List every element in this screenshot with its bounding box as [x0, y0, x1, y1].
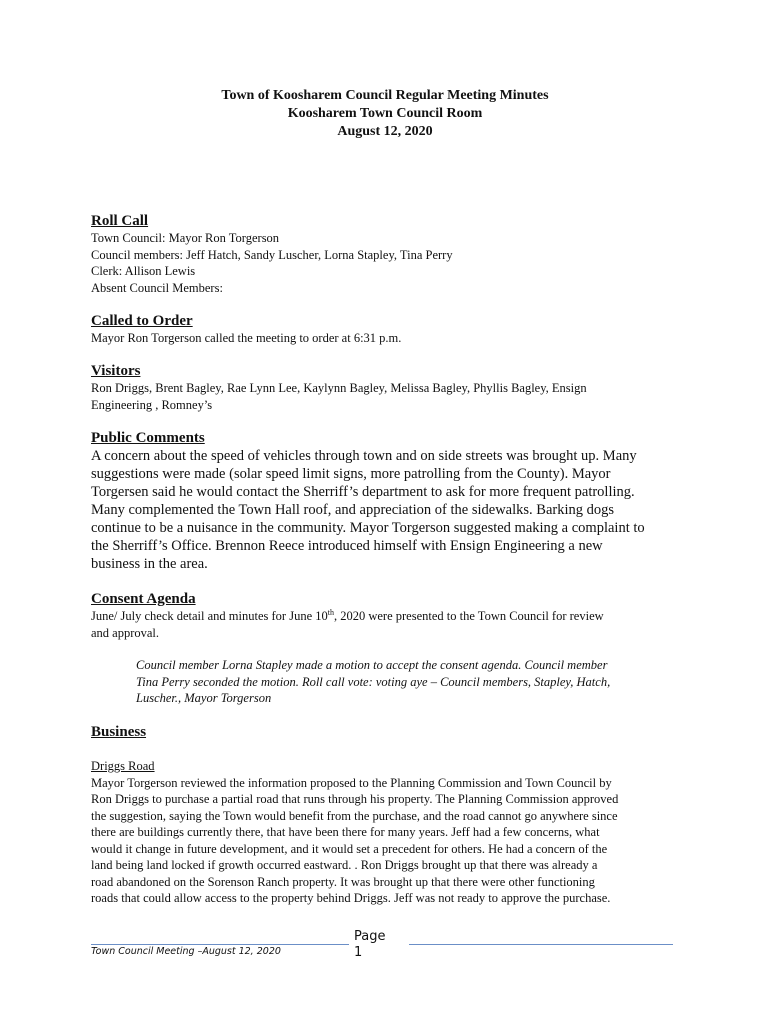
business-line: roads that could allow access to the property behind Driggs. Jeff was not ready to approve the purchase.: [91, 891, 611, 905]
consent-agenda-line: June/ July check detail and minutes for June 10th, 2020 were presented to the Town Council for review: [91, 607, 604, 623]
business-line: the suggestion, saying the Town would benefit from the purchase, and the road cannot go anywhere since: [91, 808, 618, 823]
footer-text: Town Council Meeting –August 12, 2020: [91, 946, 281, 957]
consent-agenda-line: and approval.: [91, 625, 160, 640]
document-header: [0, 87, 770, 141]
public-comments-heading: Public Comments: [91, 430, 205, 446]
public-comments-line: continue to be a nuisance in the community. Mayor Torgerson suggested making a complaint to: [91, 520, 645, 536]
motion-line: Council member Lorna Stapley made a motion to accept the consent agenda. Council member: [136, 658, 608, 672]
document-title: Town of Koosharem Council Regular Meeting Minutes: [221, 88, 549, 103]
footer-rule-right: [409, 944, 673, 945]
visitors-section: [91, 362, 691, 413]
public-comments-line: Many complemented the Town Hall roof, and appreciation of the sidewalks. Barking dogs: [91, 502, 615, 518]
roll-call-line: Council members: Jeff Hatch, Sandy Luscher, Lorna Stapley, Tina Perry: [91, 247, 453, 262]
public-comments-line: business in the area.: [91, 556, 208, 572]
footer-rule-left: [91, 944, 349, 945]
roll-call-line: Town Council: Mayor Ron Torgerson: [91, 231, 280, 245]
visitors-line: Engineering , Romney’s: [91, 397, 213, 412]
roll-call-line: Clerk: Allison Lewis: [91, 264, 196, 278]
page-number-value: 1: [354, 945, 363, 960]
business-line: land being land locked if growth occurred eastward. . Ron Driggs brought up that there was already a: [91, 858, 598, 872]
public-comments-line: the Sherriff’s Office. Brennon Reece introduced himself with Ensign Engineering a new: [91, 538, 603, 554]
page-number: [354, 929, 385, 961]
roll-call-section: [91, 212, 691, 296]
visitors-line: Ron Driggs, Brent Bagley, Rae Lynn Lee, Kaylynn Bagley, Melissa Bagley, Phyllis Bagley, Ensign: [91, 381, 587, 395]
motion-line: Luscher., Mayor Torgerson: [136, 691, 272, 705]
driggs-road-heading: Driggs Road: [91, 759, 155, 773]
business-line: Ron Driggs to purchase a partial road that runs through his property. The Planning Commission approved: [91, 792, 619, 806]
public-comments-section: [91, 429, 691, 573]
page-label: Page: [354, 929, 386, 944]
public-comments-line: suggestions were made (solar speed limit signs, more patrolling from the County). Mayor: [91, 466, 611, 482]
business-section: [91, 723, 691, 907]
consent-motion: [136, 657, 691, 707]
called-to-order-section: [91, 312, 691, 347]
business-line: there are buildings currently there, that have been there for many years. Jeff had a few concerns, what: [91, 825, 600, 839]
roll-call-heading: Roll Call: [91, 213, 149, 229]
business-line: would it change in future development, and it would set a precedent for others. He had a concern of the: [91, 841, 608, 856]
business-heading: Business: [91, 724, 147, 740]
business-line: Mayor Torgerson reviewed the information proposed to the Planning Commission and Town Council by: [91, 775, 612, 790]
consent-agenda-heading: Consent Agenda: [91, 591, 196, 607]
meeting-date: August 12, 2020: [337, 124, 433, 139]
consent-agenda-section: [91, 590, 691, 707]
public-comments-line: Torgersen said he would contact the Sherriff’s department to ask for more frequent patrolling.: [91, 484, 635, 500]
business-line: road abandoned on the Sorenson Ranch property. It was brought up that there were other functioning: [91, 874, 595, 889]
called-to-order-text: Mayor Ron Torgerson called the meeting to order at 6:31 p.m.: [91, 331, 402, 345]
public-comments-line: A concern about the speed of vehicles through town and on side streets was brought up. Many: [91, 448, 637, 464]
meeting-location: Koosharem Town Council Room: [287, 106, 483, 121]
page-footer: [91, 929, 673, 966]
roll-call-line: Absent Council Members:: [91, 280, 223, 295]
motion-line: Tina Perry seconded the motion. Roll call vote: voting aye – Council members, Stapley, Hatch,: [136, 674, 611, 689]
visitors-heading: Visitors: [91, 363, 141, 379]
called-to-order-heading: Called to Order: [91, 313, 193, 329]
